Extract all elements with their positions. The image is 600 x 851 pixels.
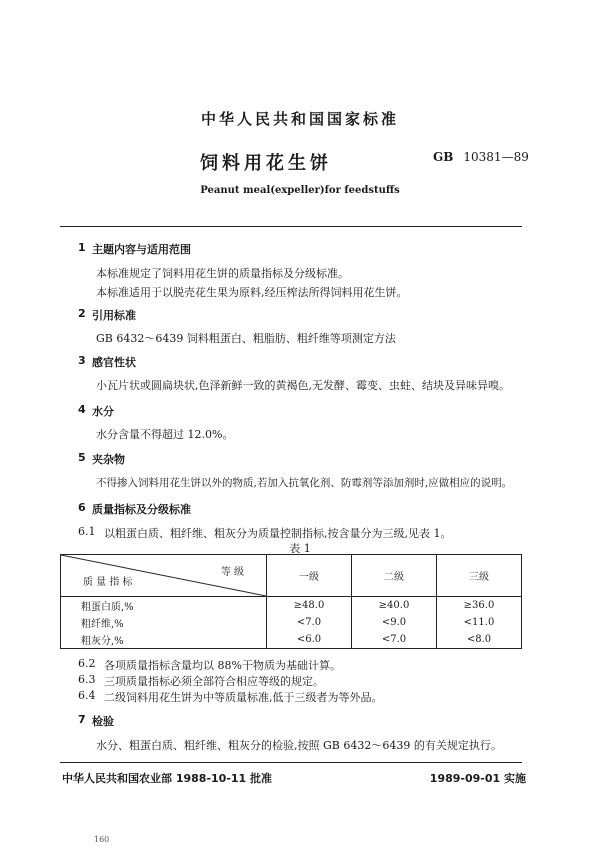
item-6-3-number: 6.3: [78, 673, 96, 686]
standard-code-number: 10381—89: [463, 150, 529, 164]
table-corner-cell: [61, 555, 267, 597]
section-1-heading: 主题内容与适用范围: [92, 243, 191, 256]
document-title: 饲料用花生饼: [200, 153, 332, 174]
item-6-4-number: 6.4: [78, 689, 96, 702]
grade-header-3: 三级: [437, 555, 522, 597]
section-1-number: 1: [78, 241, 86, 254]
table-cell: ≥40.0: [352, 597, 437, 615]
table-row: [61, 597, 522, 615]
grade-header-2: 二级: [352, 555, 437, 597]
section-3-paragraph-1: 小瓦片状或圆扁块状,色泽新鲜一致的黄褐色,无发酵、霉变、虫蛀、结块及异味异嗅。: [96, 379, 510, 392]
table-cell: ≥48.0: [267, 597, 352, 615]
table-cell: <7.0: [267, 614, 352, 631]
footer-rule: [60, 762, 522, 763]
section-7-paragraph-1: 水分、粗蛋白质、粗纤维、粗灰分的检验,按照 GB 6432～6439 的有关规定执行。: [96, 739, 502, 752]
section-1-paragraph-2: 本标准适用于以脱壳花生果为原料,经压榨法所得饲料用花生饼。: [96, 286, 408, 299]
item-6-1-text: 以粗蛋白质、粗纤维、粗灰分为质量控制指标,按含量分为三级,见表 1。: [104, 527, 452, 540]
row-label: 粗灰分,%: [61, 631, 267, 649]
table-cell: <8.0: [437, 631, 522, 649]
table-caption: 表 1: [289, 542, 311, 555]
row-label: 粗蛋白质,%: [61, 597, 267, 615]
standard-code-prefix: GB: [433, 150, 454, 164]
item-6-2-text: 各项质量指标含量均以 88%干物质为基础计算。: [104, 659, 341, 672]
table-cell: ≥36.0: [437, 597, 522, 615]
section-7-number: 7: [78, 713, 86, 726]
standard-code: [433, 150, 529, 164]
section-1-paragraph-1: 本标准规定了饲料用花生饼的质量指标及分级标准。: [96, 267, 349, 280]
section-7-heading: 检验: [92, 715, 114, 728]
section-3-heading: 感官性状: [92, 356, 136, 369]
corner-indicator-label: 质 量 指 标: [83, 577, 133, 588]
table-row: [61, 631, 522, 649]
item-6-1-number: 6.1: [78, 525, 96, 538]
grade-header-1: 一级: [267, 555, 352, 597]
quality-grade-table: [60, 554, 522, 649]
row-label: 粗纤维,%: [61, 614, 267, 631]
section-5-paragraph-1: 不得掺入饲料用花生饼以外的物质,若加入抗氧化剂、防霉剂等添加剂时,应做相应的说明。: [96, 477, 513, 489]
section-2-heading: 引用标准: [92, 309, 136, 322]
header-rule: [60, 226, 522, 227]
section-4-paragraph-1: 水分含量不得超过 12.0%。: [96, 428, 234, 441]
item-6-3-text: 三项质量指标必须全部符合相应等级的规定。: [104, 675, 324, 688]
item-6-4-text: 二级饲料用花生饼为中等质量标准,低于三级者为等外品。: [104, 691, 383, 704]
section-2-paragraph-1: GB 6432～6439 饲料粗蛋白、粗脂肪、粗纤维等项测定方法: [96, 332, 396, 345]
section-2-number: 2: [78, 307, 86, 320]
table-row: [61, 614, 522, 631]
country-standard-heading: 中华人民共和国国家标准: [200, 110, 399, 128]
section-4-number: 4: [78, 403, 86, 416]
section-6-number: 6: [78, 501, 86, 514]
table-cell: <6.0: [267, 631, 352, 649]
table-cell: <7.0: [352, 631, 437, 649]
implementation-date: 1989-09-01 实施: [429, 772, 526, 785]
section-6-heading: 质量指标及分级标准: [92, 503, 191, 516]
section-4-heading: 水分: [92, 405, 114, 418]
approval-line: 中华人民共和国农业部 1988-10-11 批准: [62, 772, 273, 785]
section-5-number: 5: [78, 451, 86, 464]
english-title: Peanut meal(expeller)for feedstuffs: [200, 185, 400, 196]
item-6-2-number: 6.2: [78, 657, 96, 670]
table-cell: <11.0: [437, 614, 522, 631]
section-5-heading: 夹杂物: [92, 453, 125, 466]
page-number: 160: [94, 835, 110, 844]
table-cell: <9.0: [352, 614, 437, 631]
corner-grade-label: 等 级: [220, 567, 244, 578]
table-header-row: [61, 555, 522, 597]
section-3-number: 3: [78, 354, 86, 367]
